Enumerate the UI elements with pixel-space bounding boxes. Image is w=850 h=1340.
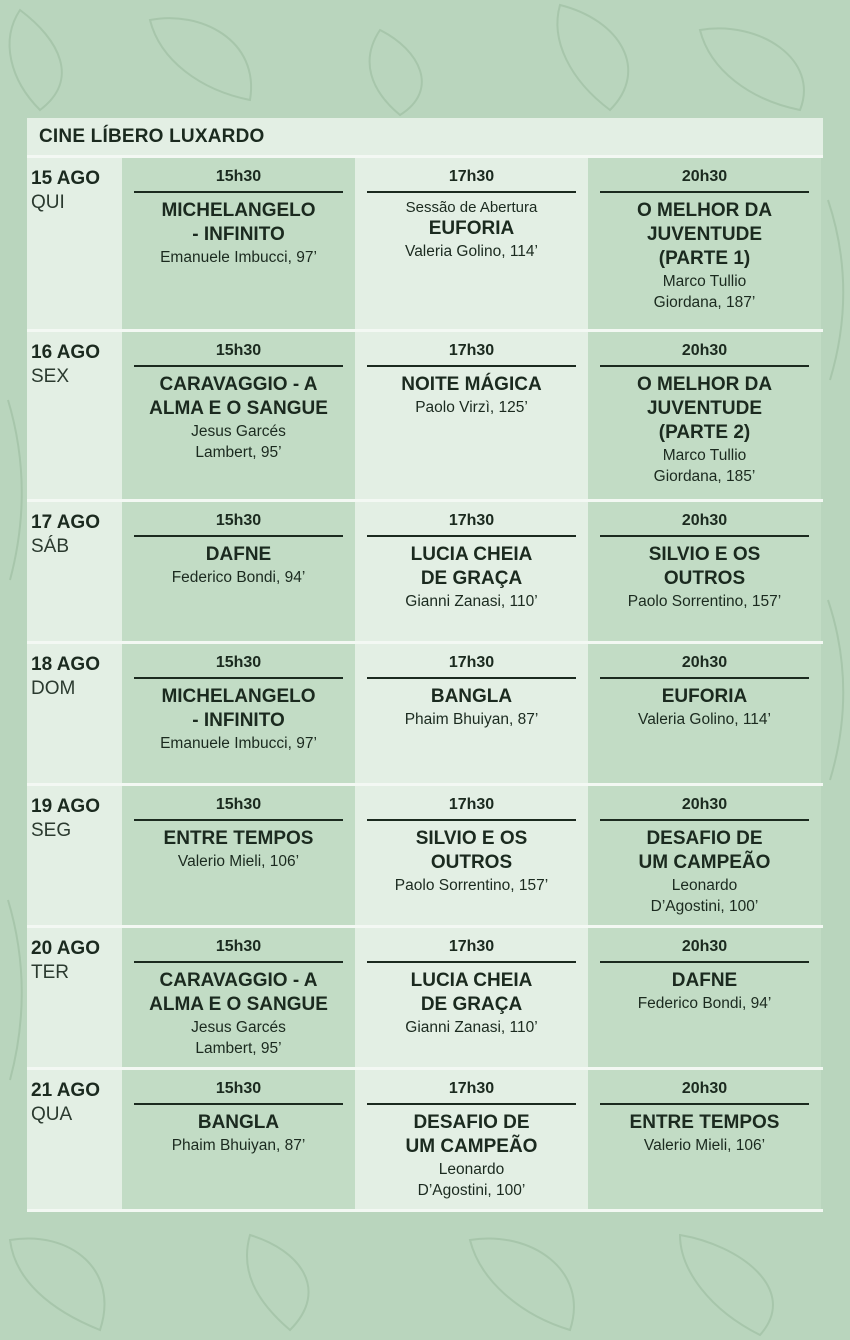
day-label [27, 786, 122, 925]
film-credit: Leonardo D’Agostini, 100’ [650, 877, 759, 915]
session-time: 17h30 [367, 1078, 576, 1105]
film-title: LUCIA CHEIA DE GRAÇA [410, 970, 533, 1015]
film-title: BANGLA [430, 686, 513, 707]
session-time: 17h30 [367, 166, 576, 193]
session-slot [355, 158, 588, 329]
session-slot [355, 786, 588, 925]
session-slot [122, 644, 355, 783]
day-label [27, 644, 122, 783]
day-weekday: QUA [31, 1104, 73, 1125]
film-title: EUFORIA [428, 218, 515, 239]
day-label [27, 502, 122, 641]
schedule-table [27, 118, 823, 1212]
film-credit: Leonardo D’Agostini, 100’ [417, 1161, 526, 1199]
session-slot [122, 1070, 355, 1209]
film-credit: Marco Tullio Giordana, 185’ [653, 447, 756, 485]
film-title: O MELHOR DA JUVENTUDE (PARTE 2) [636, 374, 773, 443]
session-slot [355, 644, 588, 783]
film-title: SILVIO E OS OUTROS [648, 544, 761, 589]
session-slot [122, 332, 355, 499]
session-time: 15h30 [134, 652, 343, 679]
day-weekday: SÁB [31, 536, 70, 557]
film-title: CARAVAGGIO - A ALMA E O SANGUE [149, 374, 328, 419]
session-time: 15h30 [134, 510, 343, 537]
session-slot [122, 786, 355, 925]
day-row [27, 332, 823, 502]
film-title: ENTRE TEMPOS [629, 1112, 780, 1133]
film-title: NOITE MÁGICA [401, 374, 542, 395]
day-date: 18 AGO [31, 654, 100, 675]
day-row [27, 928, 823, 1070]
film-credit: Valeria Golino, 114’ [405, 243, 538, 260]
schedule-rows [27, 158, 823, 1212]
film-credit: Emanuele Imbucci, 97’ [160, 249, 317, 266]
film-title: DAFNE [671, 970, 738, 991]
session-note: Sessão de Abertura [405, 199, 538, 216]
day-date: 21 AGO [31, 1080, 100, 1101]
session-slot [588, 158, 821, 329]
film-title: ENTRE TEMPOS [163, 828, 314, 849]
film-credit: Valerio Mieli, 106’ [177, 853, 300, 870]
day-label [27, 1070, 122, 1209]
session-slot [122, 502, 355, 641]
film-credit: Federico Bondi, 94’ [171, 569, 306, 586]
session-time: 20h30 [600, 340, 809, 367]
film-credit: Phaim Bhuiyan, 87’ [171, 1137, 306, 1154]
film-title: CARAVAGGIO - A ALMA E O SANGUE [149, 970, 328, 1015]
session-slot [588, 332, 821, 499]
session-slot [588, 1070, 821, 1209]
day-label [27, 928, 122, 1067]
film-credit: Paolo Sorrentino, 157’ [394, 877, 549, 894]
session-time: 17h30 [367, 936, 576, 963]
day-date: 17 AGO [31, 512, 100, 533]
day-date: 16 AGO [31, 342, 100, 363]
session-time: 15h30 [134, 794, 343, 821]
film-title: LUCIA CHEIA DE GRAÇA [410, 544, 533, 589]
session-time: 17h30 [367, 794, 576, 821]
film-title: O MELHOR DA JUVENTUDE (PARTE 1) [636, 200, 773, 269]
day-label [27, 332, 122, 499]
session-slot [588, 786, 821, 925]
film-title: DESAFIO DE UM CAMPEÃO [405, 1112, 538, 1157]
film-credit: Federico Bondi, 94’ [637, 995, 772, 1012]
film-credit: Marco Tullio Giordana, 187’ [653, 273, 756, 311]
film-credit: Phaim Bhuiyan, 87’ [404, 711, 539, 728]
film-credit: Jesus Garcés Lambert, 95’ [191, 423, 286, 461]
film-title: MICHELANGELO - INFINITO [161, 200, 316, 245]
film-title: EUFORIA [661, 686, 748, 707]
film-title: SILVIO E OS OUTROS [415, 828, 528, 873]
session-time: 20h30 [600, 936, 809, 963]
session-time: 20h30 [600, 1078, 809, 1105]
day-date: 20 AGO [31, 938, 100, 959]
session-time: 17h30 [367, 510, 576, 537]
film-credit: Paolo Virzì, 125’ [415, 399, 528, 416]
session-slot [122, 928, 355, 1067]
session-time: 15h30 [134, 166, 343, 193]
session-time: 20h30 [600, 794, 809, 821]
film-credit: Emanuele Imbucci, 97’ [160, 735, 317, 752]
session-time: 15h30 [134, 1078, 343, 1105]
session-slot [355, 928, 588, 1067]
session-slot [122, 158, 355, 329]
film-credit: Jesus Garcés Lambert, 95’ [191, 1019, 286, 1057]
session-slot [588, 928, 821, 1067]
day-weekday: DOM [31, 678, 76, 699]
day-weekday: QUI [31, 192, 65, 213]
day-row [27, 502, 823, 644]
day-row [27, 644, 823, 786]
session-slot [588, 502, 821, 641]
session-slot [355, 332, 588, 499]
film-title: DAFNE [205, 544, 272, 565]
film-title: DESAFIO DE UM CAMPEÃO [638, 828, 771, 873]
session-time: 15h30 [134, 936, 343, 963]
day-weekday: SEX [31, 366, 70, 387]
session-slot [355, 1070, 588, 1209]
film-credit: Paolo Sorrentino, 157’ [627, 593, 782, 610]
session-slot [588, 644, 821, 783]
film-title: BANGLA [197, 1112, 280, 1133]
session-slot [355, 502, 588, 641]
day-row [27, 1070, 823, 1212]
day-date: 15 AGO [31, 168, 100, 189]
session-time: 20h30 [600, 166, 809, 193]
session-time: 17h30 [367, 340, 576, 367]
session-time: 20h30 [600, 652, 809, 679]
film-credit: Gianni Zanasi, 110’ [405, 593, 538, 610]
session-time: 20h30 [600, 510, 809, 537]
day-row [27, 786, 823, 928]
venue-title: CINE LÍBERO LUXARDO [27, 118, 823, 158]
film-title: MICHELANGELO - INFINITO [161, 686, 316, 731]
session-time: 17h30 [367, 652, 576, 679]
day-row [27, 158, 823, 332]
day-label [27, 158, 122, 329]
day-weekday: TER [31, 962, 69, 983]
film-credit: Valerio Mieli, 106’ [643, 1137, 766, 1154]
film-credit: Gianni Zanasi, 110’ [405, 1019, 538, 1036]
film-credit: Valeria Golino, 114’ [638, 711, 771, 728]
session-time: 15h30 [134, 340, 343, 367]
day-date: 19 AGO [31, 796, 100, 817]
day-weekday: SEG [31, 820, 72, 841]
